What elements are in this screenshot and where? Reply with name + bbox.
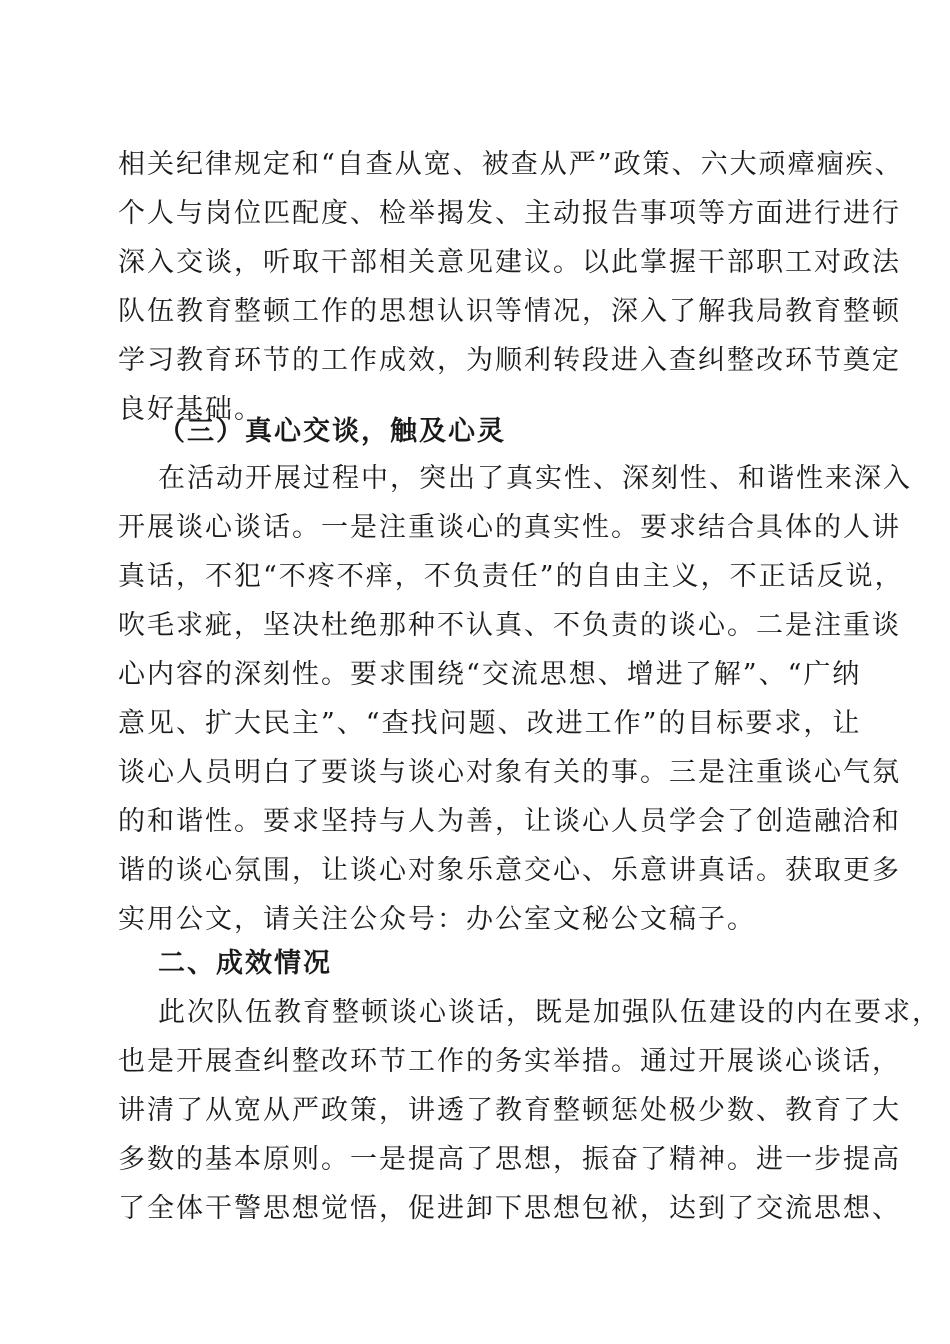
paragraph-line: 谈心人员明白了要谈与谈心对象有关的事。三是注重谈心气氛	[118, 757, 901, 788]
paragraph-line: 了全体干警思想觉悟，促进卸下思想包袱，达到了交流思想、	[118, 1193, 901, 1224]
paragraph-line: 相关纪律规定和“自查从宽、被查从严”政策、六大顽瘴痼疾、	[118, 149, 904, 180]
paragraph-line: 学习教育环节的工作成效，为顺利转段进入查纠整改环节奠定	[118, 345, 901, 376]
subsection-heading: （三）真心交谈，触及心灵	[158, 416, 506, 447]
paragraph-line: 良好基础。	[118, 394, 263, 425]
paragraph-line: 讲清了从宽从严政策，讲透了教育整顿惩处极少数、教育了大	[118, 1095, 901, 1126]
paragraph-line: 此次队伍教育整顿谈心谈话，既是加强队伍建设的内在要求，	[158, 997, 941, 1028]
paragraph-line: 也是开展查纠整改环节工作的务实举措。通过开展谈心谈话，	[118, 1046, 901, 1077]
paragraph-line: 深入交谈，听取干部相关意见建议。以此掌握干部职工对政法	[118, 247, 901, 278]
paragraph-line: 谐的谈心氛围，让谈心对象乐意交心、乐意讲真话。获取更多	[118, 855, 901, 886]
paragraph-line: 在活动开展过程中，突出了真实性、深刻性、和谐性来深入	[158, 463, 912, 494]
paragraph-line: 实用公文，请关注公众号：办公室文秘公文稿子。	[118, 904, 756, 935]
paragraph-line: 意见、扩大民主”、“查找问题、改进工作”的目标要求，让	[118, 708, 862, 739]
paragraph-line: 的和谐性。要求坚持与人为善，让谈心人员学会了创造融洽和	[118, 806, 901, 837]
paragraph-line: 真话，不犯“不疼不痒，不负责任”的自由主义，不正话反说，	[118, 561, 904, 592]
paragraph-line: 个人与岗位匹配度、检举揭发、主动报告事项等方面进行进行	[118, 198, 901, 229]
paragraph-line: 多数的基本原则。一是提高了思想，振奋了精神。进一步提高	[118, 1144, 901, 1175]
paragraph-line: 心内容的深刻性。要求围绕“交流思想、增进了解”、“广纳	[118, 659, 862, 690]
paragraph-line: 队伍教育整顿工作的思想认识等情况，深入了解我局教育整顿	[118, 296, 901, 327]
section-heading: 二、成效情况	[158, 948, 332, 979]
paragraph-line: 开展谈心谈话。一是注重谈心的真实性。要求结合具体的人讲	[118, 512, 901, 543]
paragraph-line: 吹毛求疵，坚决杜绝那种不认真、不负责的谈心。二是注重谈	[118, 610, 901, 641]
